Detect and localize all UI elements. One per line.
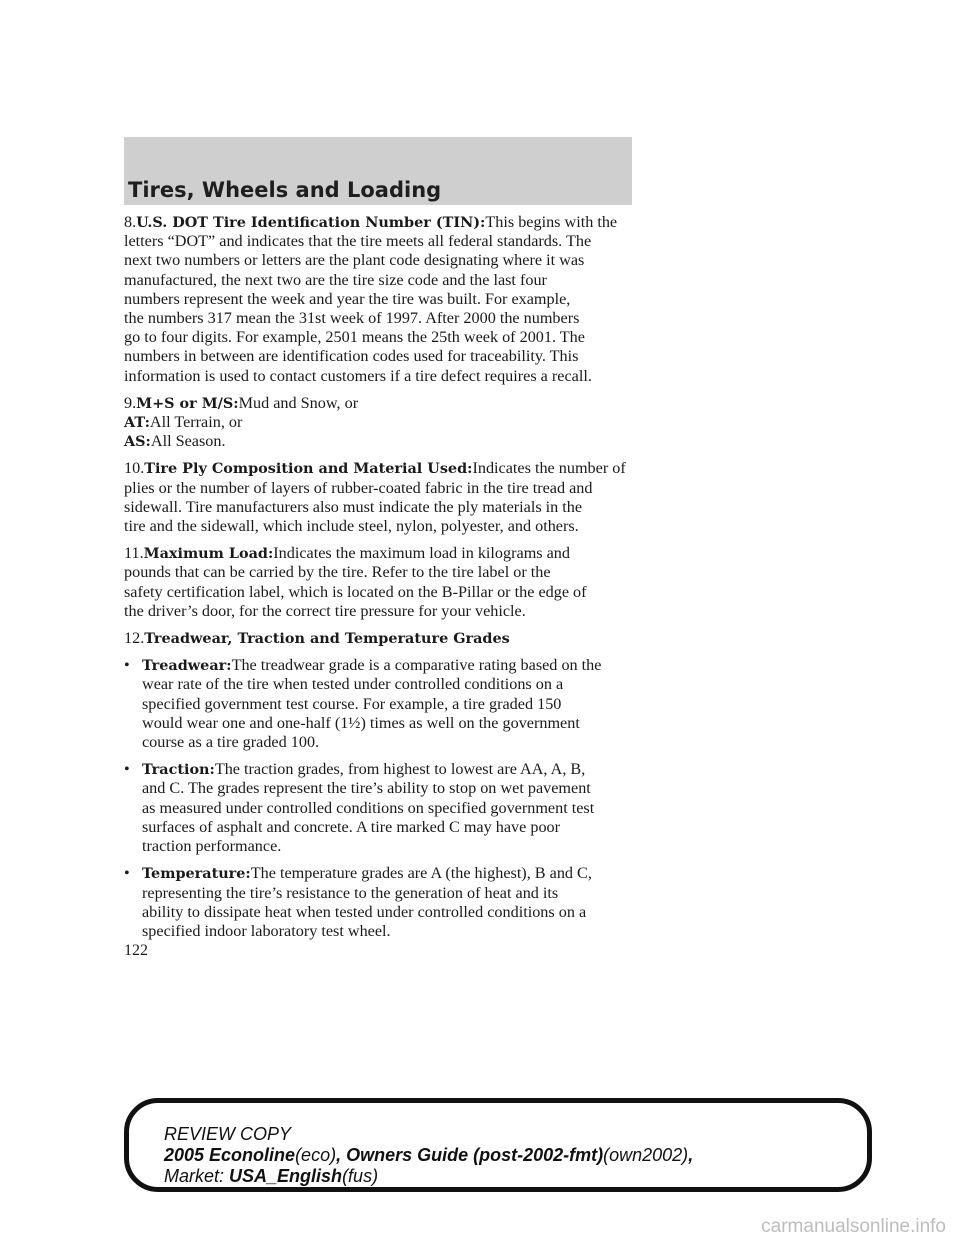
item-term: U.S. DOT Tire Identification Number (TIN): [136, 214, 486, 231]
page-number: 122 [124, 942, 148, 959]
item-number: 8. [124, 213, 137, 231]
item-term: Tire Ply Composition and Material Used: [144, 460, 473, 478]
watermark: carmanualsonline.info [761, 1216, 946, 1237]
item-9: 9.M+S or M/S:Mud and Snow, or AT:All Terrain, or AS:All Season. [124, 393, 359, 451]
item-10: 10.Tire Ply Composition and Material Used:Indicates the number of plies or the number of layers of rubber-coated fabric in the tire tread and sidewall. Tire manufacturers also must indicate the ply materials in the tire and the sidewall, which include steel, nylon, polyester, and others. [124, 459, 626, 536]
item-term: Treadwear, Traction and Temperature Grades [144, 630, 510, 648]
item-number: 9. [124, 393, 137, 412]
review-copy-publication: 2005 Econoline(eco), Owners Guide (post-2002-fmt)(own2002), [164, 1145, 694, 1165]
bullet-icon: • [124, 864, 130, 883]
bullet-temperature: • Temperature:The temperature grades are A (the highest), B and C, representing the tire’s resistance to the generation of heat and its ability to dissipate heat when tested under controlled conditions on a specified indoor laboratory test wheel. [124, 864, 592, 940]
item-number: 11. [124, 544, 144, 563]
review-copy-market: Market: USA_English(fus) [164, 1166, 379, 1186]
item-11: 11.Maximum Load:Indicates the maximum load in kilograms and pounds that can be carried by the tire. Refer to the tire label or the safety certification label, which is located on the B-Pillar or the edge of the driver’s door, for the correct tire pressure for your vehicle. [124, 544, 587, 620]
item-number: 12. [124, 629, 145, 648]
item-8: 8.U.S. DOT Tire Identification Number (TIN):This begins with the letters “DOT” and indicates that the tire meets all federal standards. The next two numbers or letters are the plant code designating where it was manufactured, the next two are the tire size code and the last four numbers represent the week and year the tire was built. For example, the numbers 317 mean the 31st week of 1997. After 2000 the numbers go to four digits. For example, 2501 means the 25th week of 2001. The numbers in between are identification codes used for traceability. This information is used to contact customers if a tire defect requires a recall. [124, 213, 618, 385]
bullet-term: Temperature: [142, 865, 251, 883]
bullet-icon: • [124, 656, 130, 675]
section-title: Tires, Wheels and Loading [128, 178, 442, 202]
item-term: M+S or M/S: [136, 394, 239, 412]
item-term: Maximum Load: [143, 545, 274, 563]
bullet-term: Treadwear: [142, 657, 232, 675]
item-term: AS: [124, 433, 151, 451]
item-number: 10. [124, 459, 145, 478]
bullet-term: Traction: [142, 761, 215, 779]
review-copy-label: REVIEW COPY [164, 1124, 292, 1144]
bullet-icon: • [124, 760, 130, 779]
bullet-treadwear: • Treadwear:The treadwear grade is a comparative rating based on the wear rate of the tire when tested under controlled conditions on a specified government test course. For example, a tire graded 150 would wear one and one-half (1½) times as well on the government course as a tire graded 100. [124, 656, 602, 752]
bullet-traction: • Traction:The traction grades, from highest to lowest are AA, A, B, and C. The grades represent the tire’s ability to stop on wet pavement as measured under controlled conditions on specified government test surfaces of asphalt and concrete. A tire marked C may have poor traction performance. [124, 760, 595, 856]
review-copy-text [164, 1124, 693, 1187]
page-content [124, 213, 644, 949]
item-term: AT: [124, 414, 150, 432]
item-12 [124, 629, 644, 648]
